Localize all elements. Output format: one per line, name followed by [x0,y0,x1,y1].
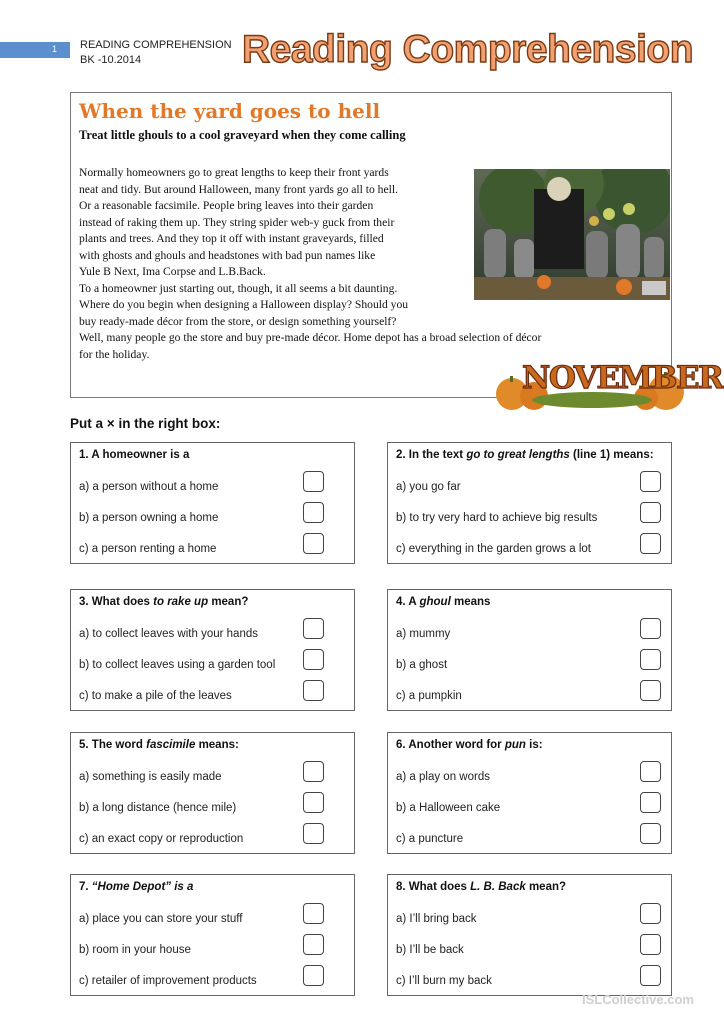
option-a: a) mummy [396,628,451,640]
answer-checkbox[interactable] [640,792,661,813]
answer-checkbox[interactable] [303,680,324,701]
question-7 [70,874,355,996]
answer-checkbox[interactable] [640,823,661,844]
question-title: 3. What does to rake up mean? [79,596,249,608]
option-b: b) I’ll be back [396,944,464,956]
answer-checkbox[interactable] [640,934,661,955]
halloween-yard-photo [474,169,670,300]
option-c: c) everything in the garden grows a lot [396,543,591,555]
question-title: 6. Another word for pun is: [396,739,543,751]
answer-checkbox[interactable] [640,618,661,639]
page-number: 1 [52,44,58,54]
instruction-suffix: in the right box: [118,416,221,431]
option-a: a) a person without a home [79,481,219,493]
answer-checkbox[interactable] [303,934,324,955]
answer-checkbox[interactable] [640,680,661,701]
option-a: a) to collect leaves with your hands [79,628,258,640]
article-subtitle: Treat little ghouls to a cool graveyard when they come calling [79,128,406,142]
instruction-prefix: Put a [70,416,104,431]
answer-checkbox[interactable] [640,903,661,924]
answer-checkbox[interactable] [303,823,324,844]
question-3 [70,589,355,711]
answer-checkbox[interactable] [640,471,661,492]
option-c: c) a puncture [396,833,464,845]
option-c: c) an exact copy or reproduction [79,833,244,845]
article-line: Normally homeowners go to great lengths to keep their front yards [79,166,389,179]
answer-checkbox[interactable] [640,533,661,554]
question-4 [387,589,672,711]
option-b: b) a ghost [396,659,448,671]
question-1 [70,442,355,564]
option-c: c) a person renting a home [79,543,217,555]
answer-checkbox[interactable] [303,649,324,670]
answer-checkbox[interactable] [303,903,324,924]
article-line: Or a reasonable facsimile. People bring leaves into their garden [79,199,374,212]
option-a: a) place you can store your stuff [79,913,243,925]
question-2 [387,442,672,564]
answer-checkbox[interactable] [640,965,661,986]
article-line: instead of raking them up. They string spider web-y guck from their [79,215,395,229]
question-title: 2. In the text go to great lengths (line 1) means: [396,449,654,461]
article-title: When the yard goes to hell [79,99,381,123]
header-meta-line1: READING COMPREHENSION [80,39,232,51]
option-a: a) something is easily made [79,771,222,783]
question-6 [387,732,672,854]
option-b: b) to collect leaves using a garden tool [79,659,276,671]
november-badge [496,354,723,412]
answer-checkbox[interactable] [303,761,324,782]
article-line: with ghosts and ghouls and headstones with bad pun names like [79,248,376,262]
option-c: c) retailer of improvement products [79,975,257,987]
answer-checkbox[interactable] [303,471,324,492]
header-meta-line2: BK -10.2014 [80,54,142,66]
main-title: Reading Comprehension [242,28,694,71]
watermark: ISLCollective.com [582,992,694,1007]
header-meta [80,38,232,68]
page-tab [0,42,70,58]
instruction [70,416,220,431]
question-title: 1. A homeowner is a [79,449,190,461]
question-title: 8. What does L. B. Back mean? [396,881,567,893]
option-c: c) I’ll burn my back [396,975,492,987]
option-b: b) to try very hard to achieve big results [396,512,598,524]
option-b: b) a Halloween cake [396,802,501,814]
option-c: c) a pumpkin [396,690,462,702]
article-body [79,165,469,330]
option-a: a) a play on words [396,771,490,783]
answer-checkbox[interactable] [303,533,324,554]
article-line: To a homeowner just starting out, though, it all seems a bit daunting. [79,281,398,295]
answer-checkbox[interactable] [640,761,661,782]
option-b: b) room in your house [79,944,191,956]
article-line: neat and tidy. But around Halloween, many front yards go all to hell. [79,182,398,196]
question-title: 7. “Home Depot” is a [79,881,194,893]
article-line: for the holiday. [79,347,150,361]
option-a: a) I’ll bring back [396,913,477,925]
option-b: b) a long distance (hence mile) [79,802,237,814]
answer-checkbox[interactable] [303,502,324,523]
answer-checkbox[interactable] [303,792,324,813]
article-line: plants and trees. And they top it off with instant graveyards, filled [79,232,384,245]
question-title: 4. A ghoul means [396,596,491,608]
answer-checkbox[interactable] [303,965,324,986]
option-b: b) a person owning a home [79,512,219,524]
article-line: Where do you begin when designing a Halloween display? Should you [79,298,409,311]
article-line: Yule B Next, Ima Corpse and L.B.Back. [79,265,266,278]
answer-checkbox[interactable] [640,649,661,670]
answer-checkbox[interactable] [303,618,324,639]
november-text: NOVEMBER [522,360,723,396]
answer-checkbox[interactable] [640,502,661,523]
question-8 [387,874,672,996]
article-line: buy ready-made décor from the store, or design something yourself? [79,314,397,328]
question-5 [70,732,355,854]
article-line: Well, many people go the store and buy pre-made décor. Home depot has a broad selection of décor [79,331,542,344]
question-title: 5. The word fascimile means: [79,739,239,751]
option-a: a) you go far [396,481,461,493]
option-c: c) to make a pile of the leaves [79,690,232,702]
x-mark-icon: × [106,416,115,431]
